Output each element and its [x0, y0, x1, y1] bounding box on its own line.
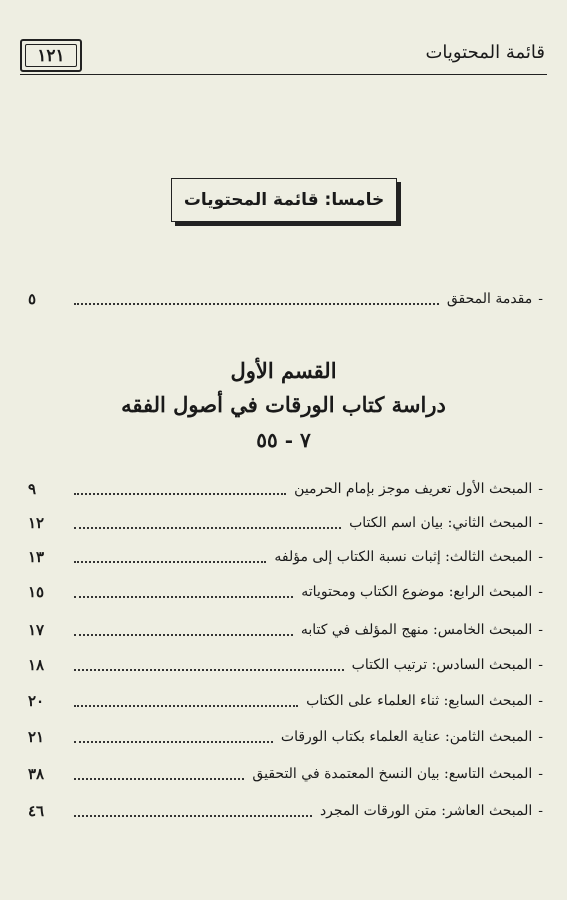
toc-entry[interactable]	[28, 798, 543, 824]
toc-dash: -	[538, 803, 543, 819]
dot-leader	[74, 731, 273, 743]
toc-entry[interactable]	[28, 510, 543, 536]
toc-title: المبحث الثاني: بيان اسم الكتاب	[349, 515, 533, 531]
toc-page: ١٧	[28, 621, 45, 639]
header-rule	[20, 74, 547, 75]
part-page-range: ٧ - ٥٥	[256, 428, 311, 452]
toc-entry[interactable]	[28, 617, 543, 643]
toc-page: ٣٨	[28, 765, 45, 783]
toc-entry[interactable]	[28, 688, 543, 714]
toc-page: ٤٦	[28, 802, 45, 820]
toc-title: المبحث السادس: ترتيب الكتاب	[351, 657, 533, 673]
dot-leader	[74, 768, 244, 780]
toc-dash: -	[538, 584, 543, 600]
toc-page: ١٣	[28, 548, 45, 566]
toc-entry[interactable]	[28, 724, 543, 750]
dot-leader	[74, 586, 293, 598]
toc-title: مقدمة المحقق	[446, 291, 533, 307]
page-number-box	[20, 39, 82, 72]
page-number: ١٢١	[25, 44, 77, 67]
dot-leader	[74, 293, 439, 305]
toc-title: المبحث الثالث: إثبات نسبة الكتاب إلى مؤلفه	[274, 549, 533, 565]
toc-title: المبحث الرابع: موضوع الكتاب ومحتوياته	[301, 584, 533, 600]
toc-dash: -	[538, 729, 543, 745]
toc-dash: -	[538, 693, 543, 709]
running-title: قائمة المحتويات	[425, 42, 545, 63]
toc-dash: -	[538, 291, 543, 307]
dot-leader	[74, 483, 286, 495]
part-subtitle: دراسة كتاب الورقات في أصول الفقه	[121, 392, 446, 417]
toc-dash: -	[538, 622, 543, 638]
toc-page: ٢٠	[28, 692, 45, 710]
dot-leader	[74, 517, 341, 529]
toc-entry[interactable]	[28, 544, 543, 570]
toc-dash: -	[538, 481, 543, 497]
toc-entry[interactable]	[28, 476, 543, 502]
dot-leader	[74, 805, 312, 817]
dot-leader	[74, 551, 266, 563]
toc-page: ١٨	[28, 656, 45, 674]
toc-title: المبحث الخامس: منهج المؤلف في كتابه	[300, 622, 533, 638]
dot-leader	[74, 659, 344, 671]
toc-page: ٩	[28, 480, 37, 498]
toc-page: ٢١	[28, 728, 45, 746]
toc-title: المبحث العاشر: متن الورقات المجرد	[319, 803, 533, 819]
toc-dash: -	[538, 657, 543, 673]
toc-entry-intro[interactable]	[28, 286, 543, 312]
toc-dash: -	[538, 549, 543, 565]
part-title: القسم الأول	[230, 358, 337, 383]
toc-title: المبحث السابع: ثناء العلماء على الكتاب	[306, 693, 533, 709]
toc-dash: -	[538, 515, 543, 531]
toc-title: المبحث الثامن: عناية العلماء بكتاب الورقات	[280, 729, 533, 745]
toc-title: المبحث الأول تعريف موجز بإمام الحرمين	[294, 481, 533, 497]
toc-entry[interactable]	[28, 579, 543, 605]
toc-entry[interactable]	[28, 761, 543, 787]
toc-title: المبحث التاسع: بيان النسخ المعتمدة في التحقيق	[252, 766, 533, 782]
dot-leader	[74, 695, 298, 707]
dot-leader	[74, 624, 293, 636]
toc-page: ١٢	[28, 514, 45, 532]
toc-entry[interactable]	[28, 652, 543, 678]
toc-dash: -	[538, 766, 543, 782]
section-heading: خامسا: قائمة المحتويات	[171, 178, 397, 222]
toc-page: ٥	[28, 290, 37, 308]
toc-page: ١٥	[28, 583, 45, 601]
